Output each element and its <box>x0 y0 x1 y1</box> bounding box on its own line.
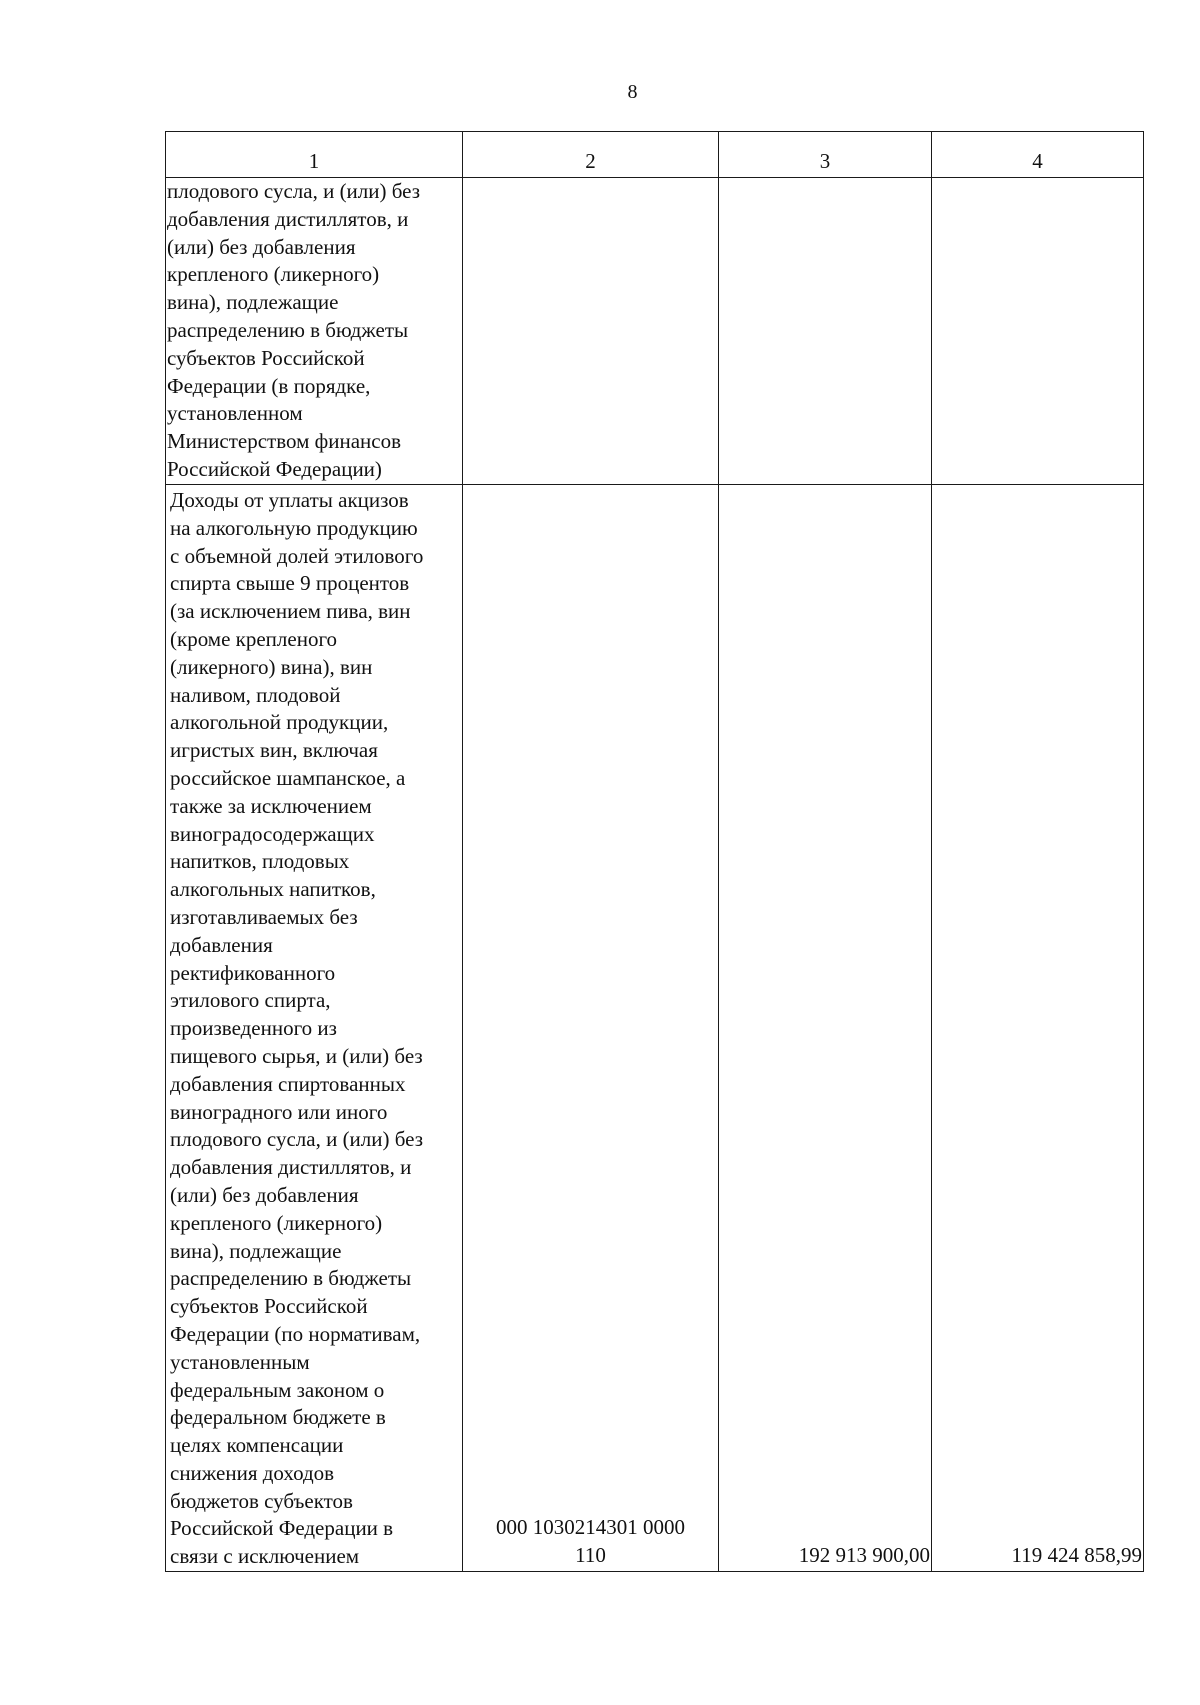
row-actual-cell <box>932 485 1144 1572</box>
row-plan-cell <box>719 485 932 1572</box>
table-header-row <box>166 132 1144 178</box>
row-name-cell <box>166 485 463 1572</box>
row-plan-text: 192 913 900,00 <box>798 1543 930 1568</box>
revenue-table <box>165 131 1144 1572</box>
column-header-4: 4 <box>932 132 1144 178</box>
row-plan-cell <box>719 178 932 485</box>
column-header-1: 1 <box>166 132 463 178</box>
row-actual-text <box>932 178 1143 179</box>
row-name-text: плодового сусла, и (или) без добавления дистиллятов, и (или) без добавления крепленого (ликерного) вина), подлежащие распределению в бюджеты субъектов Российской Федерации (в порядке, установленном Министерством финансов Российской Федерации) <box>167 179 421 481</box>
row-code-text: 000 1030214301 0000 110 <box>496 1515 685 1568</box>
row-name-cell <box>166 178 463 485</box>
table-row <box>166 485 1144 1572</box>
column-header-3: 3 <box>719 132 932 178</box>
row-code-text <box>463 178 718 179</box>
row-plan-text <box>719 178 931 179</box>
row-actual-text: 119 424 858,99 <box>1011 1543 1142 1568</box>
row-code-cell <box>463 485 719 1572</box>
row-actual-cell <box>932 178 1144 485</box>
row-name-text: Доходы от уплаты акцизов на алкогольную продукцию с объемной долей этилового спирта свыше 9 процентов (за исключением пива, вин (кроме крепленого (ликерного) вина), вин наливом, плодовой алкогольной продукции, игристых вин, включая российское шампанское, а также за исключением виноградосодержащих напитков, плодовых алкогольных напитков, изготавливаемых без добавления ректификованного этилового спирта, произведенного из пищевого сырья, и (или) без добавления спиртованных виноградного или иного плодового сусла, и (или) без добавления дистиллятов, и (или) без добавления крепленого (ликерного) вина), подлежащие распределению в бюджеты субъектов Российской Федерации (по нормативам, установленным федеральным законом о федеральном бюджете в целях компенсации снижения доходов бюджетов субъектов Российской Федерации в связи с исключением <box>170 488 424 1569</box>
page-number: 8 <box>627 81 638 103</box>
revenue-table-container <box>165 131 1143 1571</box>
row-code-cell <box>463 178 719 485</box>
column-header-2: 2 <box>463 132 719 178</box>
table-row <box>166 178 1144 485</box>
